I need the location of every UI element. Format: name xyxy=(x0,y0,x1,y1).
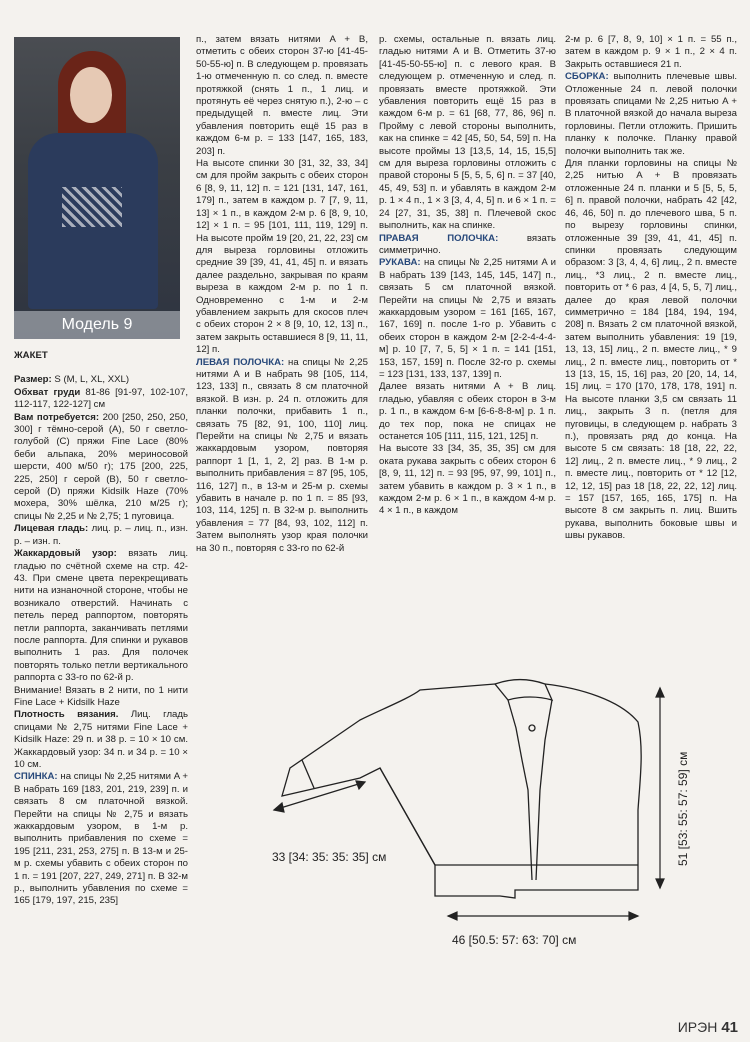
paragraph-heading: СПИНКА: xyxy=(14,771,58,783)
col3-paragraph xyxy=(379,34,556,233)
width-arrow-b xyxy=(629,912,638,920)
paragraph-text: Лиц. гладь спицами № 2,75 нитями Fine Lace + Kidsilk Haze: 29 п. и 38 р. = 10 × 10 см. Жаккардовый узор: 34 п. и 34 р. = 10 × 10 см. xyxy=(14,709,188,770)
paragraph-text: 2-м р. 6 [7, 8, 9, 10] × 1 п. = 55 п., затем в каждом р. 9 × 1 п., 2 × 4 п. Закрыть оставшиеся 21 п. xyxy=(565,34,737,70)
model-photo xyxy=(14,37,180,339)
paragraph-text: На высоте 33 [34, 35, 35, 35] см для оката рукава закрыть с обеих сторон 6 [8, 9, 11, 12] п. = 93 [95, 97, 99, 101] п., затем убавить в каждом р. 3 × 1 п., в каждом 2-м р. 6 × 1 п., в каждом 4-м р. 4 × 1 п., в каждом xyxy=(379,443,556,517)
side-seam xyxy=(380,768,435,865)
col3-paragraph xyxy=(379,257,556,381)
column-2 xyxy=(196,34,368,555)
paragraph-heading: Жаккардовый узор: xyxy=(14,548,117,560)
paragraph-text: 200 [250, 250, 250, 300] г тёмно-серой (A), 50 г светло-голубой (C) пряжи Fine Lace (80% беби альпака, 20% мериносовой шерсти, 400 м/50 г); 175 [200, 225, 225, 250] г серой (B), 50 г светло-серой (D) пряжи Kidsilk Haze (70% мохера, 30% шёлка, 210 м/25 г); спицы № 2,25 и № 2,75; 1 пуговица. xyxy=(14,411,188,522)
magazine-brand: ИРЭН xyxy=(677,1019,718,1035)
col3-paragraph xyxy=(379,381,556,443)
length-arrow-b xyxy=(656,879,664,888)
paragraph-text: выполнить плечевые швы. Отложенные 24 п. левой полочки провязать спицами № 2,25 нитью A + B платочной вязкой до начала выреза горловины. Петли отложить. Пришить планку к полочке. Планку правой полочки выполнить так же. xyxy=(565,71,737,157)
paragraph-text: На высоте спинки 30 [31, 32, 33, 34] см для пройм закрыть с обеих сторон 6 [8, 9, 11, 12] п. = 121 [131, 147, 161, 179] п., затем в каждом р. 7 [7, 9, 11, 13] × 1 п., в каждом 2-м р. 6 [8, 9, 10, 12] × 1 п. = 95 [101, 111, 119, 129] п. На высоте пройм 19 [20, 21, 22, 23] см для выреза горловины отложить средние 39 [39, 41, 41, 45] п. и вязать далее раздельно, закрывая по краям выреза в каждом 2-м р. по 1 п. Одновременно с 1-м и 2-м убавлением закрыть для скосов плеч с обеих сторон 2 × 8 [9, 10, 12, 13] п., затем закрыть оставшиеся 8 [9, 11, 11, 12] п. xyxy=(196,158,368,356)
col1-paragraph xyxy=(14,709,188,771)
paragraph-text: Для планки горловины на спицы № 2,25 нитью A + B провязать отложенные 24 п. планки и 5 [5, 5, 5, 6] п. правой полочки, набрать 42 [42, 46, 46, 50] п. до плечевого шва, 5 п. по вырезу горловины спинки, отложенные 39 [39, 41, 41, 45] п. спинки провязать следующим образом: 3 [3, 4, 4, 6] лиц., 2 п. вместе лиц., *3 лиц., 2 п. вместе лиц., повторить от * 6 раз, 4 [4, 5, 5, 7] лиц., далее до края левой полочки симметрично = 184 [184, 194, 194, 208] п. Вязать 2 см платочной вязкой, затем выполнить убавления: 19 [19, 13, 13, 15] лиц., 2 п. вместе лиц., * 9 лиц., 2 п. вместе лиц., повторить от * 13 [13, 15, 15, 16] раз, 20 [20, 14, 14, 15] лиц. = 170 [170, 178, 178, 191] п. На высоте планки 3,5 см связать 11 лиц., закрыть 3 п. (петля для пуговицы, в следующем р. набрать 3 п.), провязать ряд до конца. На высоте 5 см связать: 18 [18, 22, 22, 12] лиц., 2 п. вместе лиц., * 9 лиц., 2 п. вместе лиц., повторить от * 12 [12, 12, 12, 15] раз 18 [18, 22, 22, 12] лиц. = 157 [157, 165, 165, 175] п. На высоте 8 см закрыть п. лиц. Вшить рукава, выполнить боковые швы и швы рукавов. xyxy=(565,158,737,542)
paragraph-text: на спицы № 2,25 нитями A и B набрать 139 [143, 145, 145, 147] п., связать 5 см платочной вязкой. Перейти на спицы № 2,75 и вязать жаккардовым узором = 161 [165, 167, 167, 169] п. после 1-го р. Убавить с обеих сторон в каждом 2-м [2-2-4-4-4-м] р. 10 [7, 7, 5, 5] × 1 п. = 141 [151, 153, 157, 159] п. После 32-го р. схемы = 123 [131, 133, 137, 139] п. xyxy=(379,257,556,380)
sleeve-cuff-line xyxy=(302,760,314,788)
paragraph-text: р. схемы, остальные п. вязать лиц. гладью нитями A и B. Отметить 37-ю [41-45-50-55-ю] п. с левого края. В следующем р. отмеченную и след. п. провязать вместе протяжкой. Эти убавления повторить ещё 15 раз в каждом 6-м р. = 61 [68, 77, 86, 96] п. Пройму с левой стороны выполнить, как на спинке = 42 [45, 50, 54, 59] п. На высоте проймы 13 [13,5, 14, 15, 15,5] см для выреза горловины отложить с правой стороны 5 [5, 5, 5, 6] п. = 37 [40, 45, 49, 53] п. и убавлять в каждом 2-м р. 1 × 4 п., 1 × 3 [3, 4, 4, 5] п. и 6 × 1 п. = 24 [27, 31, 35, 38] п. Плечевой скос выполнить, как на спинке. xyxy=(379,34,556,232)
col4-paragraph xyxy=(565,71,737,158)
length-arrow-a xyxy=(656,688,664,697)
paragraph-text: лиц. р. – лиц. п., изн. р. – изн. п. xyxy=(14,523,188,547)
col1-paragraph xyxy=(14,412,188,524)
jacket-schematic xyxy=(260,660,720,960)
sleeve-arrow-a xyxy=(274,803,284,812)
col1-paragraph xyxy=(14,374,188,386)
col1-paragraph xyxy=(14,387,188,412)
paragraph-heading: СБОРКА: xyxy=(565,71,609,83)
jacquard-pattern xyxy=(62,187,122,227)
column-1 xyxy=(14,350,188,908)
paragraph-text: вязать лиц. гладью по счётной схеме на стр. 42-43. При смене цвета перекрещивать нити на изнаночной стороне, чтобы не возникало отверстий. Начинать с петель перед раппортом, повторять петли раппорта, заканчивать петлями после раппорта. Для спинки и рукавов выполнить 1 раз. Для полочек повторять только петли вертикального раппорта с 33-го по 62-й р. xyxy=(14,548,188,684)
length-label: 51 [53: 55: 57: 59] см xyxy=(676,751,690,866)
paragraph-text: Далее вязать нитями A + B лиц. гладью, убавляя с обеих сторон в 3-м р. 1 п., в каждом 6-м [6-6-8-8-м] р. 1 п. до тех пор, пока не спицах не останется 105 [111, 115, 121, 125] п. xyxy=(379,381,556,442)
front-band-line-2 xyxy=(536,700,552,880)
sleeve-arrow-b xyxy=(356,781,365,789)
paragraph-text: 81-86 [91-97, 102-107, 112-117, 122-127] см xyxy=(14,386,188,411)
page-number: 41 xyxy=(721,1019,738,1036)
button-mark xyxy=(529,725,535,731)
col1-paragraph xyxy=(14,523,188,548)
article-title: ЖАКЕТ xyxy=(14,350,48,361)
sleeve-dim-line xyxy=(274,782,365,810)
column-4 xyxy=(565,34,737,543)
col3-paragraph xyxy=(379,443,556,517)
paragraph-heading: Обхват груди xyxy=(14,386,81,398)
collar-outline xyxy=(495,680,552,701)
paragraph-heading: Вам потребуется: xyxy=(14,411,100,423)
paragraph-heading: Размер: xyxy=(14,374,52,386)
paragraph-text: Внимание! Вязать в 2 нити, по 1 нити Fine Lace + Kidsilk Haze xyxy=(14,684,188,708)
paragraph-text: на спицы № 2,25 нитями A и B набрать 98 [105, 114, 123, 133] п., связать 8 см платочной вязкой. В изн. р. 24 п. отложить для планки полочки, прибавить 1 п., связать 75 [82, 91, 100, 110] лиц. Перейти на спицы № 2,75 и вязать жаккардовым узором, повторяя раппорт 1 [1, 1, 2, 2] раз. В 1-м р. выполнить прибавления = 87 [95, 105, 116, 127] п., в 13-м и 25-м р. схемы убавить в начале р. по 1 п. = 85 [93, 103, 114, 125] п. В 32-м р. выполнить убавления = 77 [84, 93, 102, 112] п. Затем выполнять узор края полочки на 30 п., повторяя с 33-го по 62-й xyxy=(196,356,368,554)
paragraph-heading: Лицевая гладь: xyxy=(14,523,89,535)
paragraph-heading: ПРАВАЯ ПОЛОЧКА: xyxy=(379,232,499,244)
col1-paragraph xyxy=(14,685,188,710)
col3-paragraph xyxy=(379,233,556,258)
column-1-body xyxy=(14,374,188,907)
col4-paragraph xyxy=(565,158,737,543)
photo-caption: Модель 9 xyxy=(14,311,180,339)
paragraph-text: на спицы № 2,25 нитями A + B набрать 169 [183, 201, 219, 239] п. и связать 8 см платочной вязкой. Перейти на спицы № 2,75 и вязать жаккардовым узором, в 1-м р. выполнить прибавления по схеме = 195 [211, 231, 253, 275] п. В 13-м и 25-м р. схемы убавить с обеих сторон по 1 п. = 191 [207, 227, 249, 271] п. В 32-м р., выполнить убавления по схеме = 165 [179, 197, 215, 235] xyxy=(14,771,188,907)
col1-paragraph xyxy=(14,771,188,907)
page-footer xyxy=(678,1019,738,1036)
front-band-line xyxy=(508,700,532,880)
width-arrow-a xyxy=(448,912,457,920)
col2-paragraph xyxy=(196,34,368,158)
column-3 xyxy=(379,34,556,518)
width-label: 46 [50.5: 57: 63: 70] см xyxy=(452,933,577,947)
paragraph-heading: ЛЕВАЯ ПОЛОЧКА: xyxy=(196,356,285,368)
col2-paragraph xyxy=(196,357,368,556)
col4-paragraph xyxy=(565,34,737,71)
col2-paragraph xyxy=(196,158,368,357)
model-face xyxy=(70,67,112,123)
paragraph-text: п., затем вязать нитями A + B, отметить с обеих сторон 37-ю [41-45-50-55-ю] п. В следующем р. провязать 1-ю отмеченную п. со след. п. вместе протяжкой (снять 1 п., 1 лиц. и протянуть её через снятую п.), 2-ю – с предыдущей п. вместе лиц. Эти убавления повторить ещё 15 раз в каждом 6-м р. = 133 [147, 165, 183, 203] п. xyxy=(196,34,368,157)
paragraph-text: вязать симметрично. xyxy=(379,232,556,256)
col1-paragraph xyxy=(14,548,188,684)
paragraph-heading: РУКАВА: xyxy=(379,257,421,269)
sleeve-length-label: 33 [34: 35: 35: 35] см xyxy=(272,850,387,864)
paragraph-heading: Плотность вязания. xyxy=(14,709,119,721)
paragraph-text: S (M, L, XL, XXL) xyxy=(51,374,130,386)
